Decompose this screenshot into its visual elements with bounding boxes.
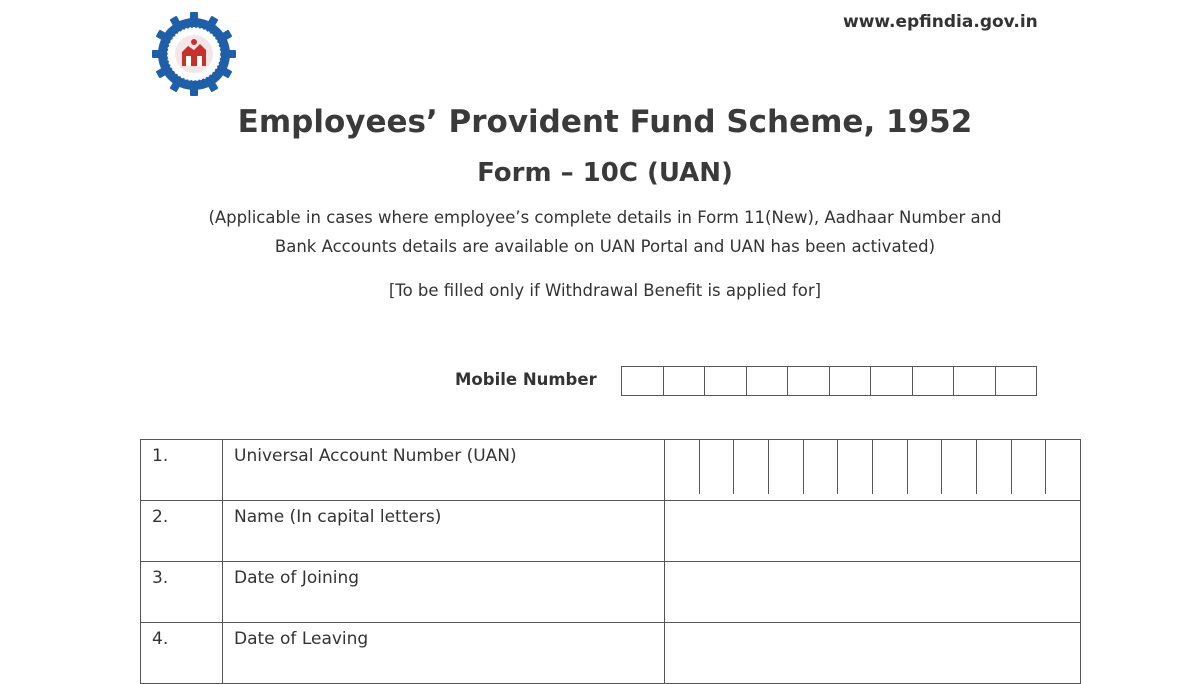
page-title: Employees’ Provident Fund Scheme, 1952 xyxy=(237,104,973,140)
uan-digit-box[interactable] xyxy=(769,440,804,494)
epfo-logo-icon xyxy=(152,12,236,96)
website-link[interactable]: www.epfindia.gov.in xyxy=(843,12,1038,32)
mobile-digit-box[interactable] xyxy=(913,367,955,395)
form-details-table xyxy=(140,439,1081,684)
table-row xyxy=(141,501,1081,562)
uan-digit-box[interactable] xyxy=(873,440,908,494)
applicability-line-1: (Applicable in cases where employee’s complete details in Form 11(New), Aadhaar Number and xyxy=(208,208,1002,227)
mobile-digit-box[interactable] xyxy=(747,367,789,395)
row-label: Date of Joining xyxy=(223,562,665,623)
uan-digit-box[interactable] xyxy=(804,440,839,494)
uan-digit-box[interactable] xyxy=(977,440,1012,494)
uan-digit-box[interactable] xyxy=(1046,440,1080,494)
row-number: 4. xyxy=(141,623,223,684)
mobile-number-label: Mobile Number xyxy=(455,370,597,389)
withdrawal-note: [To be filled only if Withdrawal Benefit is applied for] xyxy=(388,281,822,300)
mobile-digit-box[interactable] xyxy=(664,367,706,395)
uan-digit-box[interactable] xyxy=(838,440,873,494)
applicability-line-2: Bank Accounts details are available on UAN Portal and UAN has been activated) xyxy=(274,237,936,256)
date-of-joining-field[interactable] xyxy=(665,562,1081,623)
form-subtitle: Form – 10C (UAN) xyxy=(477,158,733,188)
mobile-digit-box[interactable] xyxy=(830,367,872,395)
row-number: 2. xyxy=(141,501,223,562)
date-of-leaving-field[interactable] xyxy=(665,623,1081,684)
mobile-digit-box[interactable] xyxy=(954,367,996,395)
uan-digit-box[interactable] xyxy=(908,440,943,494)
name-field[interactable] xyxy=(665,501,1081,562)
row-label: Name (In capital letters) xyxy=(223,501,665,562)
row-number: 1. xyxy=(141,440,223,501)
uan-digit-box[interactable] xyxy=(734,440,769,494)
uan-digit-box[interactable] xyxy=(942,440,977,494)
table-row xyxy=(141,623,1081,684)
table-row xyxy=(141,562,1081,623)
row-label: Date of Leaving xyxy=(223,623,665,684)
mobile-number-field[interactable] xyxy=(621,366,1037,396)
mobile-digit-box[interactable] xyxy=(622,367,664,395)
row-label: Universal Account Number (UAN) xyxy=(223,440,665,501)
uan-digit-box[interactable] xyxy=(700,440,735,494)
mobile-digit-box[interactable] xyxy=(788,367,830,395)
uan-field[interactable] xyxy=(665,440,1081,501)
mobile-digit-box[interactable] xyxy=(705,367,747,395)
mobile-digit-box[interactable] xyxy=(871,367,913,395)
uan-digit-box[interactable] xyxy=(665,440,700,494)
applicability-note xyxy=(0,203,1200,261)
table-row xyxy=(141,440,1081,501)
row-number: 3. xyxy=(141,562,223,623)
mobile-digit-box[interactable] xyxy=(996,367,1037,395)
uan-digit-box[interactable] xyxy=(1012,440,1047,494)
